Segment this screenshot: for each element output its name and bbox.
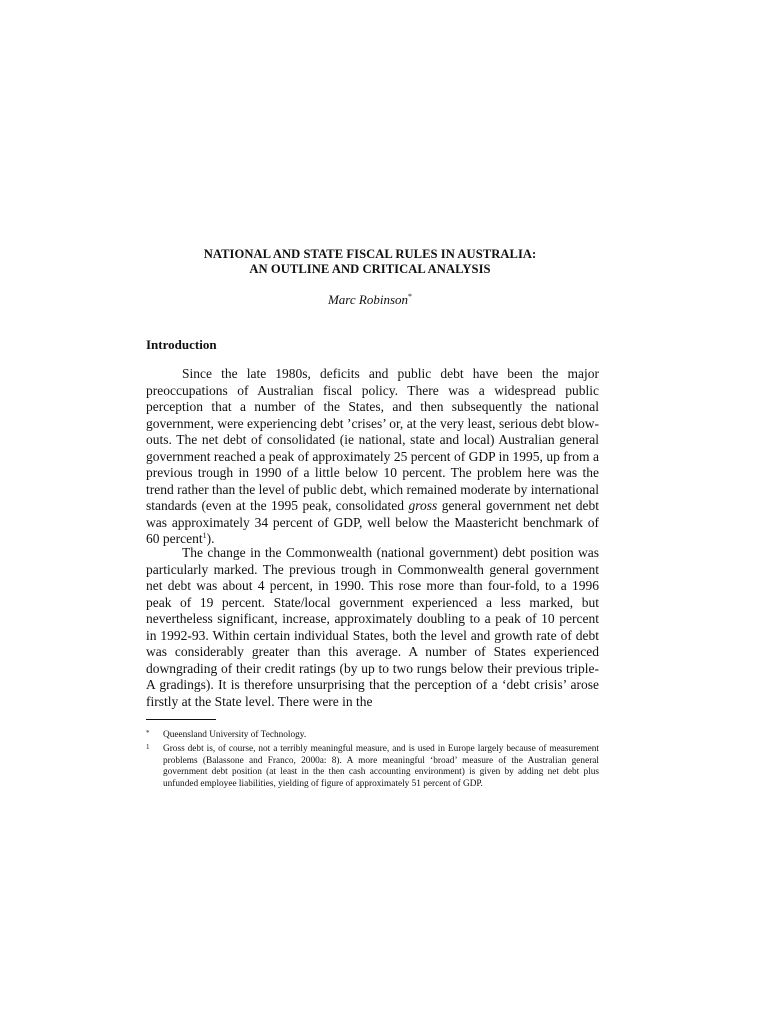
- footnote-reference-1: 1: [202, 531, 207, 540]
- title-line-2: AN OUTLINE AND CRITICAL ANALYSIS: [249, 262, 491, 276]
- footnote-mark: 1: [146, 743, 150, 751]
- footnote-1: [146, 744, 599, 790]
- footnote-mark: *: [146, 729, 150, 737]
- author-name: Marc Robinson: [327, 292, 409, 307]
- p1-italic-term: gross: [408, 498, 438, 513]
- footnote-text: Queensland University of Technology.: [163, 730, 307, 740]
- footnote-author: [146, 730, 599, 742]
- section-heading: Introduction: [146, 337, 217, 352]
- p1-text-middle: general government net debt was approximately 34 percent of GDP, well below the Maastericht benchmark of 60 percent: [146, 498, 599, 546]
- body-paragraph-2: The change in the Commonwealth (national government) debt position was particularly marked. The previous trough in Commonwealth general government net debt was about 4 percent, in 1990. This rose more than four-fold, to a 1996 peak of 19 percent. State/local government experienced a less marked, but nevertheless significant, increase, approximately doubling to a peak of 10 percent in 1992-93. Within certain individual States, both the level and growth rate of debt was considerably greater than this average. A number of States experienced downgrading of their credit ratings (by up to two rungs below their previous triple-A gradings). It is therefore unsurprising that the perception of a ‘debt crisis’ arose firstly at the State level. There were in the: [146, 545, 599, 709]
- p1-text-start: Since the late 1980s, deficits and public debt have been the major preoccupations of Australian fiscal policy. There was a widespread public perception that a number of the States, and then subsequently the national government, were experiencing debt ’crises’ or, at the very least, serious debt blow-outs. The net debt of consolidated (ie national, state and local) Australian general government reached a peak of approximately 25 percent of GDP in 1995, up from a previous trough in 1990 of a little below 10 percent. The problem here was the trend rather than the level of public debt, which remained moderate by international standards (even at the 1995 peak, consolidated: [146, 366, 599, 513]
- title-line-1: NATIONAL AND STATE FISCAL RULES IN AUSTRALIA:: [203, 247, 537, 261]
- author-footnote-mark: *: [408, 292, 413, 301]
- p1-text-end: ).: [206, 531, 215, 546]
- author-line: [0, 292, 740, 308]
- body-paragraph-1: [146, 366, 599, 548]
- footnote-divider: [146, 719, 216, 720]
- footnote-text: Gross debt is, of course, not a terribly meaningful measure, and is used in Europe largely because of measurement problems (Balassone and Franco, 2000a: 8). A more meaningful ‘broad’ measure of the Australian general government debt position (at least in the then cash accounting environment) is given by adding net debt plus unfunded employee liabilities, yielding of figure of approximately 51 percent of GDP.: [163, 744, 599, 789]
- paper-title: [0, 247, 740, 277]
